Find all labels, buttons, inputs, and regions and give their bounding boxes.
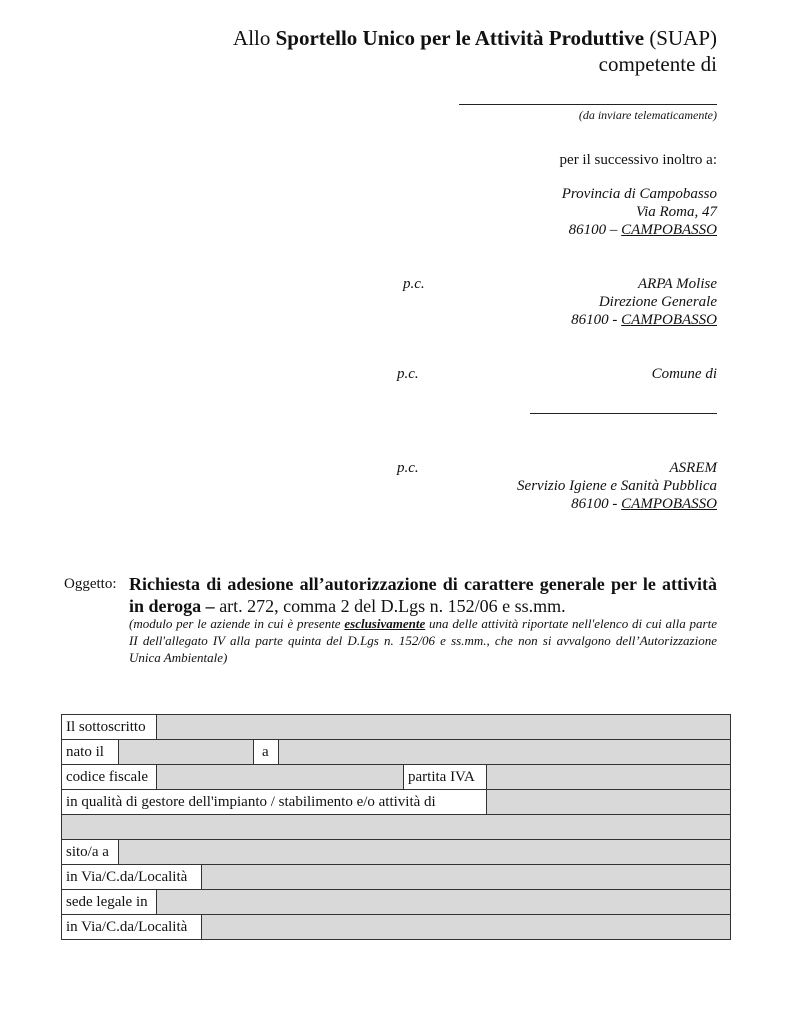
asrem-address: [517, 459, 717, 513]
province-name: Provincia di Campobasso: [561, 186, 717, 202]
addressee-office: Sportello Unico per le Attività Produttive: [275, 26, 645, 50]
province-cap: 86100 –: [568, 222, 622, 238]
subject-title-bold: Richiesta di adesione all’autorizzazione di carattere generale per le attività in deroga –: [129, 574, 717, 616]
comune-label: Comune di: [651, 366, 717, 382]
pc-label-arpa: p.c.: [403, 276, 425, 292]
label-birth-place-a: a: [253, 739, 279, 765]
arpa-name: ARPA Molise: [637, 276, 717, 292]
asrem-city: CAMPOBASSO: [621, 496, 717, 512]
addressee-title: [233, 26, 717, 51]
send-note: (da inviare telematicamente): [578, 108, 717, 122]
activity-field[interactable]: [486, 789, 731, 815]
pc-label-asrem: p.c.: [397, 460, 419, 476]
asrem-name: ASREM: [669, 460, 717, 476]
activity-description-field[interactable]: [61, 814, 731, 840]
subject-note-start: (modulo per le aziende in cui è presente: [129, 616, 345, 631]
birth-place-field[interactable]: [278, 739, 731, 765]
partita-iva-field[interactable]: [486, 764, 731, 790]
forward-intro: per il successivo inoltro a:: [559, 152, 717, 168]
label-partita-iva: partita IVA: [403, 764, 487, 790]
arpa-cap: 86100 -: [571, 312, 622, 328]
province-city-line: [562, 221, 717, 239]
subject-label: Oggetto:: [64, 576, 117, 592]
subject-title: [129, 573, 717, 617]
label-sito: sito/a a: [61, 839, 119, 865]
addressee-suffix: (SUAP): [644, 26, 717, 50]
competent-blank-line[interactable]: [459, 104, 717, 105]
codice-fiscale-field[interactable]: [156, 764, 404, 790]
label-via-site: in Via/C.da/Località: [61, 864, 202, 890]
birth-date-field[interactable]: [118, 739, 254, 765]
asrem-dept: Servizio Igiene e Sanità Pubblica: [517, 478, 717, 494]
arpa-city: CAMPOBASSO: [621, 312, 717, 328]
subject-title-ref: art. 272, comma 2 del D.Lgs n. 152/06 e ss.mm.: [214, 596, 566, 616]
label-sottoscritto: Il sottoscritto: [61, 714, 157, 740]
label-qualita: in qualità di gestore dell'impianto / stabilimento e/o attività di: [61, 789, 487, 815]
label-sede-legale: sede legale in: [61, 889, 157, 915]
comune-blank-line[interactable]: [530, 413, 717, 414]
sottoscritto-field[interactable]: [156, 714, 731, 740]
subject-note-emphasis: esclusivamente: [344, 616, 426, 631]
legal-seat-field[interactable]: [156, 889, 731, 915]
province-street: Via Roma, 47: [636, 204, 717, 220]
asrem-city-line: [517, 495, 717, 513]
label-via-legal: in Via/C.da/Località: [61, 914, 202, 940]
arpa-address: [571, 275, 717, 329]
site-address-field[interactable]: [201, 864, 731, 890]
arpa-dept: Direzione Generale: [598, 294, 717, 310]
addressee-competent: competente di: [598, 52, 717, 76]
asrem-cap: 86100 -: [571, 496, 622, 512]
legal-address-field[interactable]: [201, 914, 731, 940]
addressee-prefix: Allo: [233, 26, 276, 50]
label-nato-il: nato il: [61, 739, 119, 765]
subject-note: [129, 615, 717, 666]
pc-label-comune: p.c.: [397, 366, 419, 382]
label-codice-fiscale: codice fiscale: [61, 764, 157, 790]
site-location-field[interactable]: [118, 839, 731, 865]
arpa-city-line: [571, 311, 717, 329]
province-city: CAMPOBASSO: [621, 222, 717, 238]
subject-note-end: una delle attività riportate nell'elenco di cui alla parte II dell'allegato IV alla parte quinta del D.Lgs n. 152/06 e ss.mm., che non si avvalgono dell’Autorizzazione Unica Ambientale): [129, 616, 717, 665]
province-address: [562, 185, 717, 239]
